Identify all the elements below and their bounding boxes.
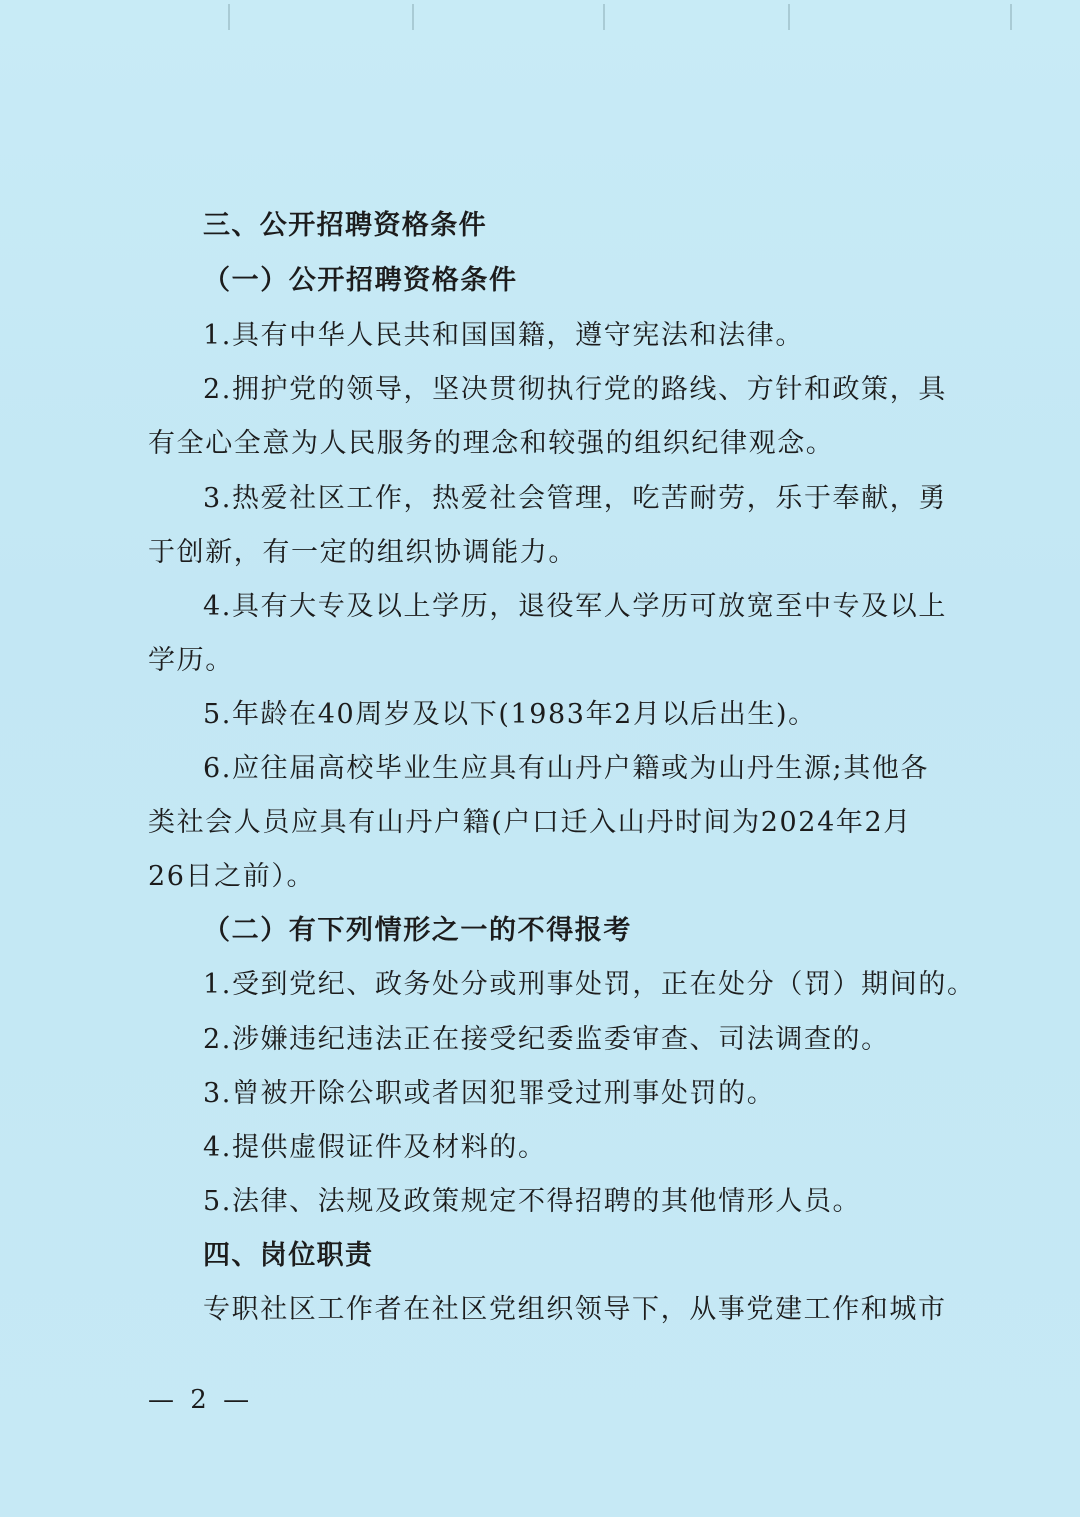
exclusion-2: 2.涉嫌违纪违法正在接受纪委监委审查、司法调查的。 [203,1024,890,1055]
exclusion-3: 3.曾被开除公职或者因犯罪受过刑事处罚的。 [203,1078,776,1109]
requirement-5: 5.年龄在40周岁及以下(1983年2月以后出生)。 [203,699,817,730]
exclusion-4: 4.提供虚假证件及材料的。 [203,1132,547,1163]
section-3-heading: 三、公开招聘资格条件 [203,210,487,241]
requirement-4-line-1: 4.具有大专及以上学历，退役军人学历可放宽至中专及以上 [203,591,947,622]
requirement-4-line-2: 学历。 [148,645,234,676]
subsection-1-heading: （一）公开招聘资格条件 [203,265,518,296]
page-number: — 2 — [148,1385,254,1415]
section-4-heading: 四、岗位职责 [203,1240,374,1271]
requirement-2-line-2: 有全心全意为人民服务的理念和较强的组织纪律观念。 [148,428,835,459]
scan-artifact [1010,4,1012,30]
scan-artifact [788,4,790,30]
scan-artifact [412,4,414,30]
requirement-2-line-1: 2.拥护党的领导，坚决贯彻执行党的路线、方针和政策，具 [203,374,947,405]
duty-line-1: 专职社区工作者在社区党组织领导下，从事党建工作和城市 [203,1294,947,1325]
requirement-6-line-2: 类社会人员应具有山丹户籍(户口迁入山丹时间为2024年2月 [148,807,912,838]
requirement-6-line-1: 6.应往届高校毕业生应具有山丹户籍或为山丹生源;其他各 [203,753,930,784]
scan-artifact [228,4,230,30]
requirement-3-line-2: 于创新，有一定的组织协调能力。 [148,537,577,568]
subsection-2-heading: （二）有下列情形之一的不得报考 [203,915,632,946]
requirement-3-line-1: 3.热爱社区工作，热爱社会管理，吃苦耐劳，乐于奉献，勇 [203,483,947,514]
exclusion-1: 1.受到党纪、政务处分或刑事处罚，正在处分（罚）期间的。 [203,969,976,1000]
scan-artifact [603,4,605,30]
exclusion-5: 5.法律、法规及政策规定不得招聘的其他情形人员。 [203,1186,862,1217]
requirement-1: 1.具有中华人民共和国国籍，遵守宪法和法律。 [203,320,804,351]
requirement-6-line-3: 26日之前）。 [148,861,316,892]
